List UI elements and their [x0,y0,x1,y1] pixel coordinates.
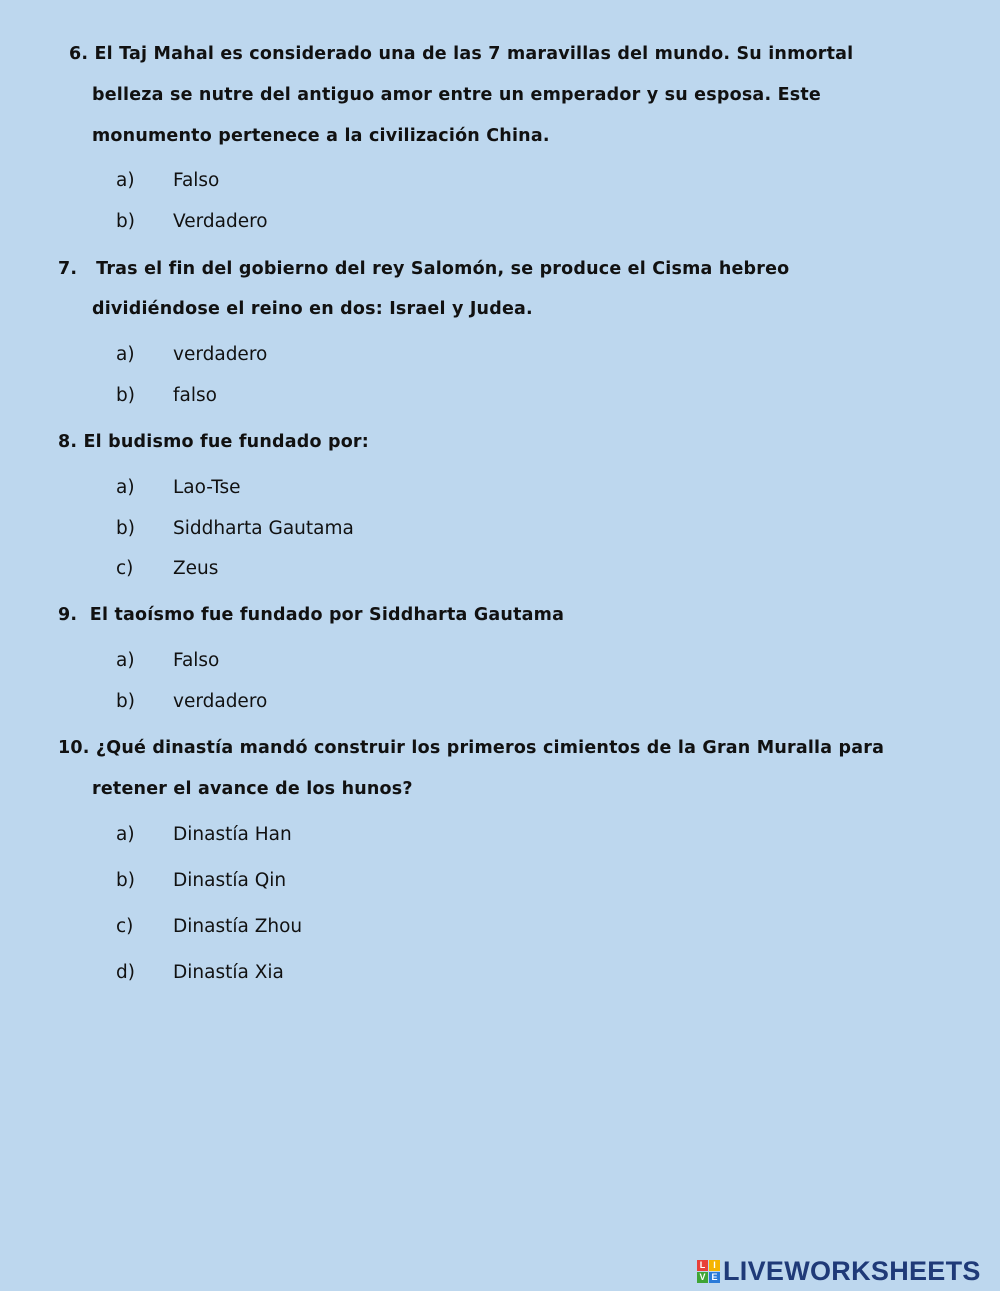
option-text[interactable]: Falso [173,170,220,191]
option-letter: a) [116,650,135,671]
option-letter: c) [116,558,134,579]
option-letter: d) [116,962,135,983]
question-6-text-line-2: belleza se nutre del antiguo amor entre un emperador y su esposa. Este [92,85,821,105]
question-10-text-line-1: 10. ¿Qué dinastía mandó construir los primeros cimientos de la Gran Muralla para [58,738,885,758]
option-letter: a) [116,477,135,498]
option-text[interactable]: Zeus [173,558,219,579]
option-letter: b) [116,385,135,406]
option-text[interactable]: falso [173,385,217,406]
question-7-text-line-2: dividiéndose el reino en dos: Israel y Judea. [92,299,533,319]
question-9-text-line-1: 9. El taoísmo fue fundado por Siddharta Gautama [58,605,565,625]
liveworksheets-mark-icon [697,1260,720,1283]
option-letter: b) [116,211,135,232]
option-letter: a) [116,824,135,845]
option-text[interactable]: Lao-Tse [173,477,241,498]
option-text[interactable]: Dinastía Zhou [173,916,303,937]
option-letter: b) [116,870,135,891]
option-text[interactable]: Falso [173,650,220,671]
mark-letter-v: V [697,1272,708,1283]
mark-letter-i: I [709,1260,720,1271]
question-6-text-line-3: monumento pertenece a la civilización China. [92,126,550,146]
logo-text: LIVEWORKSHEETS [723,1255,981,1286]
liveworksheets-logo [697,1256,981,1286]
option-text[interactable]: verdadero [173,344,268,365]
option-letter: b) [116,691,135,712]
option-letter: a) [116,344,135,365]
option-text[interactable]: Dinastía Qin [173,870,287,891]
option-text[interactable]: Dinastía Han [173,824,292,845]
question-10-text-line-2: retener el avance de los hunos? [92,779,413,799]
mark-letter-e: E [709,1272,720,1283]
mark-letter-l: L [697,1260,708,1271]
option-text[interactable]: Siddharta Gautama [173,518,354,539]
option-letter: b) [116,518,135,539]
option-letter: a) [116,170,135,191]
option-text[interactable]: Verdadero [173,211,268,232]
question-6-text-line-1: 6. El Taj Mahal es considerado una de las 7 maravillas del mundo. Su inmortal [69,44,854,64]
question-7-text-line-1: 7. Tras el fin del gobierno del rey Salomón, se produce el Cisma hebreo [58,259,790,279]
question-8-text-line-1: 8. El budismo fue fundado por: [58,432,369,452]
option-text[interactable]: Dinastía Xia [173,962,284,983]
option-letter: c) [116,916,134,937]
option-text[interactable]: verdadero [173,691,268,712]
